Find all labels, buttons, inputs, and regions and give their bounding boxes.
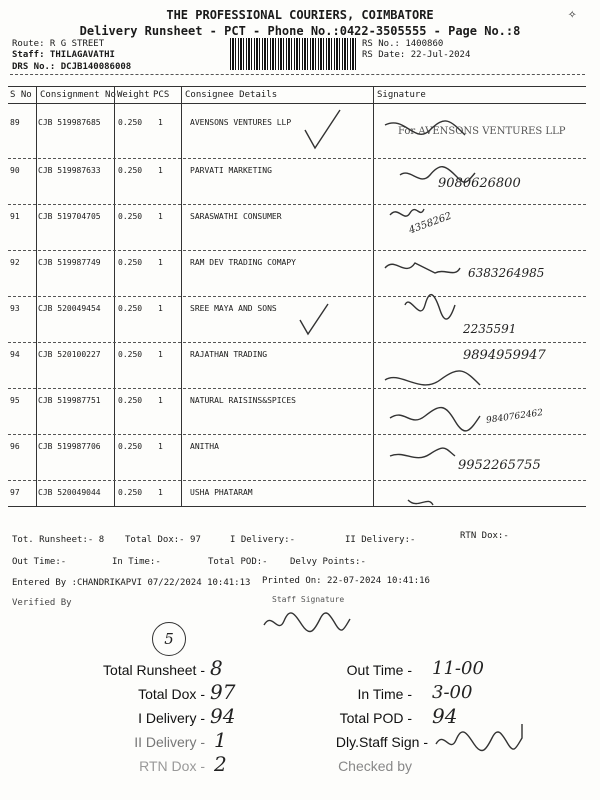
col-weight: Weight	[117, 90, 150, 100]
handwritten-phone: 4358262	[407, 210, 454, 237]
stamp-rtn-dox-value: 2	[214, 752, 227, 776]
row-pcs: 1	[158, 166, 163, 175]
tot-runsheet: Tot. Runsheet:- 8	[12, 535, 105, 545]
staff-signature-scribble	[260, 605, 360, 635]
circled-number	[152, 622, 186, 656]
row-pcs: 1	[158, 118, 163, 127]
row-consignee: NATURAL RAISINS&SPICES	[190, 396, 296, 405]
signature-scribble	[390, 448, 455, 458]
stamp-total-dox-label: Total Dox -	[138, 686, 205, 702]
runsheet-subtitle: Delivery Runsheet - PCT - Phone No.:0422-3505555 - Page No.:8	[79, 24, 521, 38]
delvy-points: Delvy Points:-	[290, 557, 366, 567]
stamp-dly-staff-sign-label: Dly.Staff Sign -	[335, 734, 428, 750]
row-sno: 94	[10, 350, 20, 359]
route: Route: R G STREET	[12, 39, 105, 49]
stamp-total-pod-label: Total POD -	[339, 710, 412, 726]
verified-by: Verified By	[12, 598, 72, 608]
signature-scribble	[385, 263, 460, 273]
row-weight: 0.250	[118, 166, 143, 175]
drs-number: DRS No.: DCJB140086008	[12, 62, 132, 72]
divider	[10, 74, 585, 75]
row-consignee: RAM DEV TRADING COMAPY	[190, 258, 296, 267]
signature-scribble	[390, 209, 424, 216]
row-sno: 93	[10, 304, 20, 313]
handwritten-phone: 6383264985	[468, 266, 545, 280]
company-stamp: For AVENSONS VENTURES LLP	[398, 126, 566, 137]
row-weight: 0.250	[118, 118, 143, 127]
stamp-ii-delivery-value: 1	[214, 728, 227, 752]
stamp-ii-delivery-label: II Delivery -	[134, 734, 205, 750]
row-pcs: 1	[158, 350, 163, 359]
row-consignee: AVENSONS VENTURES LLP	[190, 118, 292, 127]
col-sno: S No	[10, 90, 32, 100]
row-sno: 97	[10, 488, 20, 497]
company-title: THE PROFESSIONAL COURIERS, COIMBATORE	[166, 8, 434, 22]
row-pcs: 1	[158, 488, 163, 497]
row-weight: 0.250	[118, 212, 143, 221]
col-consignment: Consignment No	[40, 90, 116, 100]
row-sno: 92	[10, 258, 20, 267]
stamp-in-time-value: 3-00	[432, 682, 473, 703]
check-mark-icon	[305, 110, 340, 148]
ii-delivery: II Delivery:-	[345, 535, 416, 545]
rs-date: RS Date: 22-Jul-2024	[362, 50, 471, 60]
rtn-dox: RTN Dox:-	[460, 531, 509, 541]
dly-staff-signature-scribble	[432, 722, 532, 756]
row-consignee: PARVATI MARKETING	[190, 166, 272, 175]
handwriting-overlay	[180, 100, 590, 520]
row-weight: 0.250	[118, 350, 143, 359]
signature-scribble	[385, 121, 465, 135]
row-pcs: 1	[158, 442, 163, 451]
row-weight: 0.250	[118, 304, 143, 313]
row-consignment-no: CJB 520100227	[38, 350, 101, 359]
row-pcs: 1	[158, 304, 163, 313]
row-pcs: 1	[158, 396, 163, 405]
row-sno: 91	[10, 212, 20, 221]
stamp-in-time-label: In Time -	[357, 686, 412, 702]
row-weight: 0.250	[118, 488, 143, 497]
row-consignee: ANITHA	[190, 442, 219, 451]
total-pod: Total POD:-	[208, 557, 268, 567]
check-mark-icon	[300, 304, 328, 334]
row-weight: 0.250	[118, 442, 143, 451]
circled-number-value: 5	[164, 630, 174, 648]
in-time: In Time:-	[112, 557, 161, 567]
row-consignment-no: CJB 519704705	[38, 212, 101, 221]
staff-signature-label: Staff Signature	[272, 595, 345, 604]
handwritten-phone: 9894959947	[463, 348, 546, 363]
signature-scribble	[385, 371, 480, 385]
row-consignee: RAJATHAN TRADING	[190, 350, 268, 359]
col-signature: Signature	[377, 90, 426, 100]
stamp-checked-by-label: Checked by	[338, 758, 412, 774]
row-sno: 95	[10, 396, 20, 405]
row-consignment-no: CJB 519987749	[38, 258, 101, 267]
row-sno: 96	[10, 442, 20, 451]
handwritten-phone: 9840762462	[485, 408, 544, 426]
rs-number: RS No.: 1400860	[362, 39, 444, 49]
stamp-out-time-value: 11-00	[432, 658, 484, 679]
row-consignee: SARASWATHI CONSUMER	[190, 212, 282, 221]
row-consignee: SREE MAYA AND SONS	[190, 304, 277, 313]
stamp-total-runsheet-value: 8	[210, 656, 223, 680]
col-consignee: Consignee Details	[185, 90, 278, 100]
summary-divider	[8, 506, 586, 507]
signature-scribble	[400, 167, 475, 183]
row-pcs: 1	[158, 258, 163, 267]
row-consignee: USHA PHATARAM	[190, 488, 253, 497]
stamp-out-time-label: Out Time -	[346, 662, 412, 678]
row-consignment-no: CJB 519987633	[38, 166, 101, 175]
total-dox: Total Dox:- 97	[125, 535, 201, 545]
stamp-i-delivery-label: I Delivery -	[138, 710, 205, 726]
handwritten-phone: 2235591	[463, 322, 517, 336]
row-weight: 0.250	[118, 396, 143, 405]
staff: Staff: THILAGAVATHI	[12, 50, 115, 60]
stamp-total-dox-value: 97	[210, 680, 236, 704]
handwritten-phone: 9080626800	[438, 176, 521, 191]
row-sno: 89	[10, 118, 20, 127]
row-consignment-no: CJB 519987685	[38, 118, 101, 127]
col-pcs: PCS	[153, 90, 170, 100]
row-sno: 90	[10, 166, 20, 175]
stamp-i-delivery-value: 94	[210, 704, 236, 728]
row-pcs: 1	[158, 212, 163, 221]
row-consignment-no: CJB 520049454	[38, 304, 101, 313]
row-consignment-no: CJB 520049044	[38, 488, 101, 497]
row-consignment-no: CJB 519987706	[38, 442, 101, 451]
barcode	[230, 38, 358, 70]
entered-by: Entered By :CHANDRIKAPVI 07/22/2024 10:41:13	[12, 578, 251, 588]
i-delivery: I Delivery:-	[230, 535, 296, 545]
printed-on: Printed On: 22-07-2024 10:41:16	[262, 576, 430, 586]
out-time: Out Time:-	[12, 557, 67, 567]
signature-scribble	[405, 295, 455, 319]
signature-scribble	[408, 500, 433, 505]
stamp-total-runsheet-label: Total Runsheet -	[103, 662, 205, 678]
row-consignment-no: CJB 519987751	[38, 396, 101, 405]
signature-scribble	[390, 408, 480, 431]
stamp-rtn-dox-label: RTN Dox -	[139, 758, 205, 774]
corner-mark-icon: ✧	[568, 6, 577, 22]
stamp-total-pod-value: 94	[432, 704, 458, 728]
row-weight: 0.250	[118, 258, 143, 267]
handwritten-phone: 9952265755	[458, 458, 541, 473]
